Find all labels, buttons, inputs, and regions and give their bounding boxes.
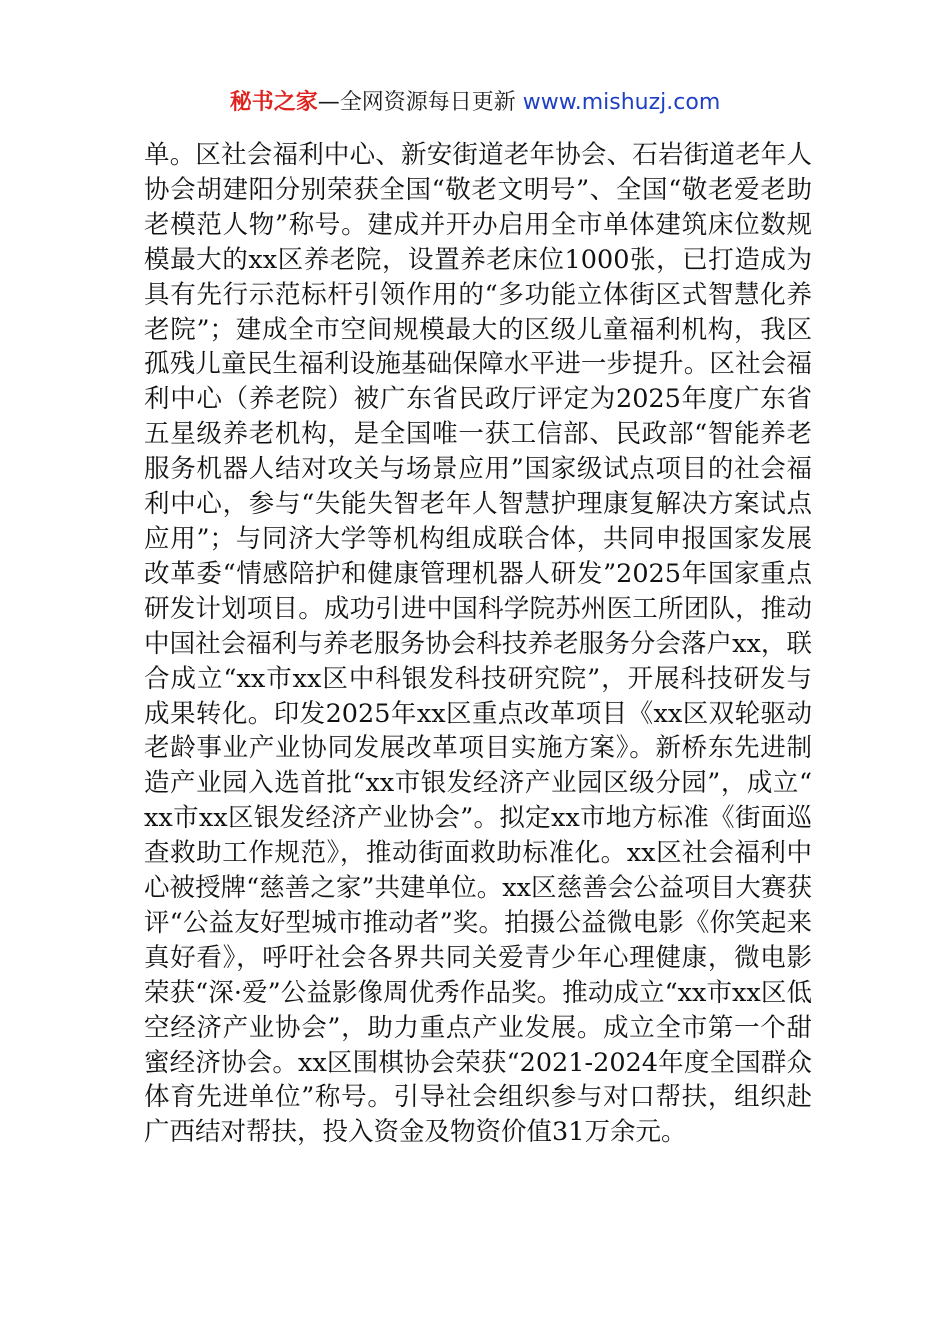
website-link[interactable]: www.mishuzj.com [522,90,721,115]
header-slogan: —全网资源每日更新 [317,90,523,115]
brand-name: 秘书之家 [229,90,318,115]
watermark-header [0,86,950,120]
body-paragraph: 单。区社会福利中心、新安街道老年协会、石岩街道老年人协会胡建阳分别荣获全国“敬老文明号”、全国“敬老爱老助老模范人物”称号。建成并开办启用全市单体建筑床位数规模最大的xx区养老院，设置养老床位1000张，已打造成为具有先行示范标杆引领作用的“多功能立体街区式智慧化养老院”；建成全市空间规模最大的区级儿童福利机构，我区孤残儿童民生福利设施基础保障水平进一步提升。区社会福利中心（养老院）被广东省民政厅评定为2025年度广东省五星级养老机构，是全国唯一获工信部、民政部“智能养老服务机器人结对攻关与场景应用”国家级试点项目的社会福利中心，参与“失能失智老年人智慧护理康复解决方案试点应用”；与同济大学等机构组成联合体，共同申报国家发展改革委“情感陪护和健康管理机器人研发”2025年国家重点研发计划项目。成功引进中国科学院苏州医工所团队，推动中国社会福利与养老服务协会科技养老服务分会落户xx，联合成立“xx市xx区中科银发科技研究院”，开展科技研发与成果转化。印发2025年xx区重点改革项目《xx区双轮驱动老龄事业产业协同发展改革项目实施方案》。新桥东先进制造产业园入选首批“xx市银发经济产业园区级分园”，成立“xx市xx区银发经济产业协会”。拟定xx市地方标准《街面巡查救助工作规范》，推动街面救助标准化。xx区社会福利中心被授牌“慈善之家”共建单位。xx区慈善会公益项目大赛获评“公益友好型城市推动者”奖。拍摄公益微电影《你笑起来真好看》，呼吁社会各界共同关爱青少年心理健康，微电影荣获“深·爱”公益影像周优秀作品奖。推动成立“xx市xx区低空经济产业协会”，助力重点产业发展。成立全市第一个甜蜜经济协会。xx区围棋协会荣获“2021-2024年度全国群众体育先进单位”称号。引导社会组织参与对口帮扶，组织赴广西结对帮扶，投入资金及物资价值31万余元。 [144,140,812,1148]
